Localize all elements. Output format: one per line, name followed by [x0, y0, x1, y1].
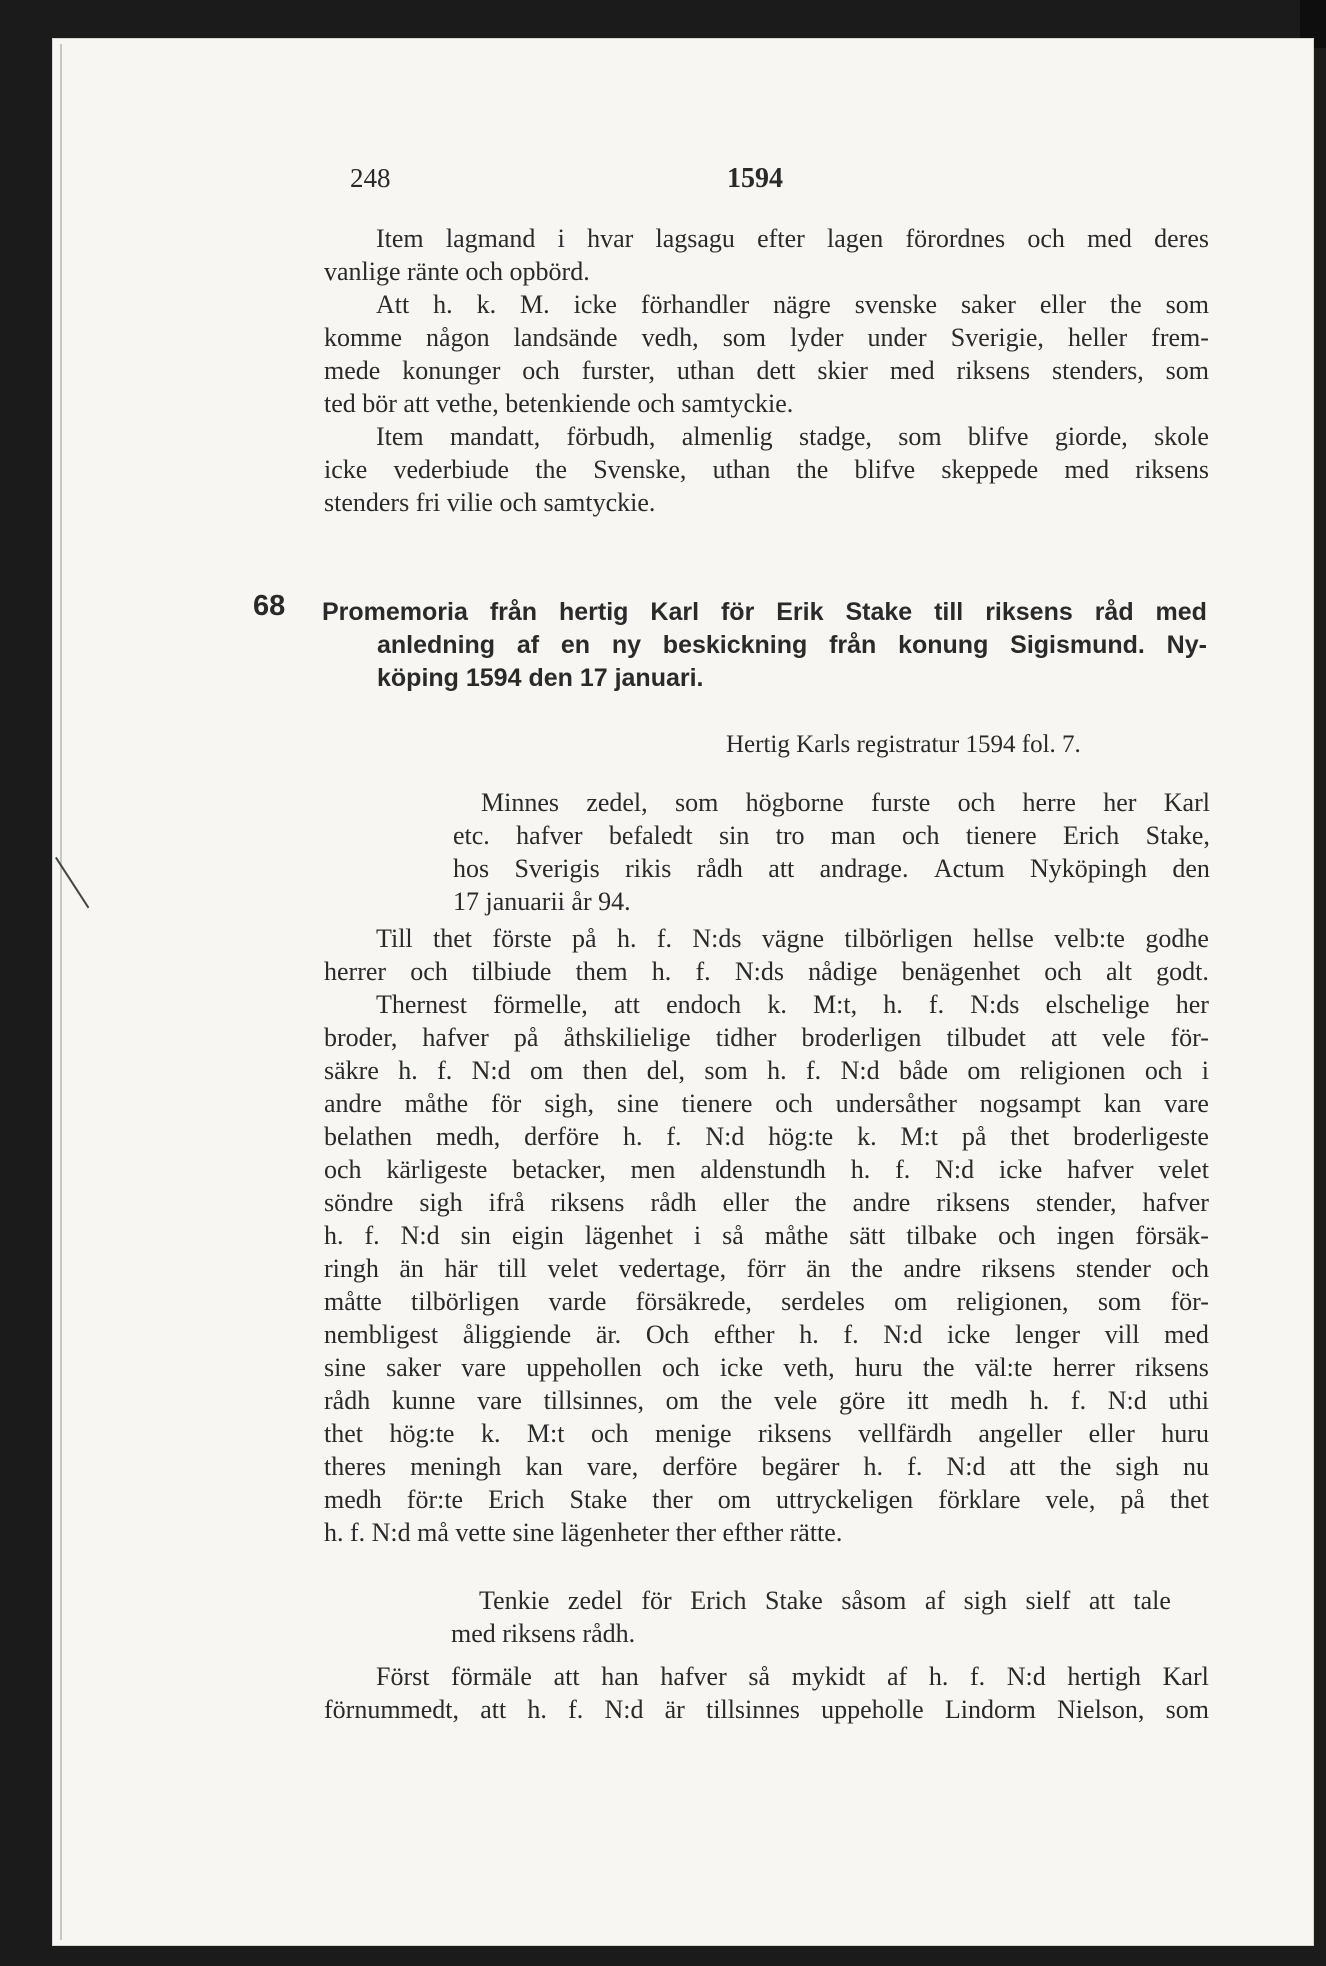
page-number: 248	[350, 163, 391, 193]
preamble-line: 17 januarii år 94.	[453, 887, 631, 916]
running-head-year: 1594	[727, 163, 783, 194]
preamble-line: hos Sverigis rikis rådh att andrage. Actum Nyköpingh den	[453, 854, 1210, 883]
intro-line: stenders fri vilie och samtyckie.	[324, 488, 656, 517]
preamble-line: Minnes zedel, som högborne furste och herre her Karl	[481, 788, 1210, 817]
intro-line: Item lagmand i hvar lagsagu efter lagen förordnes och med deres	[376, 224, 1209, 253]
body-line: ringh än här till velet vedertage, förr än the andre riksens stender och	[324, 1254, 1209, 1283]
closing-line: förnummedt, att h. f. N:d är tillsinnes uppeholle Lindorm Nielson, som	[324, 1695, 1209, 1724]
body-line: h. f. N:d må vette sine lägenheter ther efther rätte.	[324, 1518, 843, 1547]
body-line: medh för:te Erich Stake ther om uttryckeligen förklare vele, på thet	[324, 1485, 1209, 1514]
body-line: theres meningh kan vare, derföre begärer h. f. N:d att the sigh nu	[324, 1452, 1209, 1481]
intro-line: ted bör att vethe, betenkiende och samtyckie.	[324, 389, 794, 418]
title-line: anledning af en ny beskickning från konung Sigismund. Ny-	[377, 631, 1207, 659]
second-note-block	[451, 1584, 1171, 1650]
body-line: thet hög:te k. M:t och menige riksens vellfärdh angeller eller huru	[324, 1419, 1209, 1448]
body-line: rådh kunne vare tillsinnes, om the vele göre itt medh h. f. N:d uthi	[324, 1386, 1209, 1415]
intro-line: vanlige ränte och opbörd.	[324, 257, 590, 286]
body-line: söndre sigh ifrå riksens rådh eller the andre riksens stender, hafver	[324, 1188, 1209, 1217]
body-line: säkre h. f. N:d om then del, som h. f. N:d både om religionen och i	[324, 1056, 1209, 1085]
preamble-line: etc. hafver befaledt sin tro man och tienere Erich Stake,	[453, 821, 1210, 850]
document-number: 68	[253, 590, 286, 622]
second-note-line: Tenkie zedel för Erich Stake såsom af sigh sielf att tale	[479, 1586, 1171, 1615]
intro-line: icke vederbiude the Svenske, uthan the blifve skeppede med riksens	[324, 455, 1209, 484]
body-line: Thernest förmelle, att endoch k. M:t, h. f. N:ds elschelige her	[376, 990, 1209, 1019]
closing-block	[324, 1660, 1209, 1726]
intro-line: Att h. k. M. icke förhandler nägre svenske saker eller the som	[376, 290, 1209, 319]
intro-block	[324, 222, 1209, 519]
body-block	[324, 922, 1209, 1549]
body-line: h. f. N:d sin eigin lägenhet i så måthe sätt tilbake och ingen försäk-	[324, 1221, 1209, 1250]
body-line: andre måthe för sigh, sine tienere och undersåther nogsampt kan vare	[324, 1089, 1209, 1118]
body-line: belathen medh, derföre h. f. N:d hög:te k. M:t på thet broderligeste	[324, 1122, 1209, 1151]
body-line: och kärligeste betacker, men aldenstundh h. f. N:d icke hafver velet	[324, 1155, 1209, 1184]
intro-line: Item mandatt, förbudh, almenlig stadge, som blifve giorde, skole	[376, 422, 1209, 451]
body-line: nembligest åliggiende är. Och efther h. f. N:d icke lenger vill med	[324, 1320, 1209, 1349]
body-line: Till thet förste på h. f. N:ds vägne tilbörligen hellse velb:te godhe	[376, 924, 1209, 953]
body-line: herrer och tilbiude them h. f. N:ds nådige benägenhet och alt godt.	[324, 957, 1209, 986]
title-line: köping 1594 den 17 januari.	[377, 664, 704, 692]
document-title	[322, 596, 1207, 695]
body-line: broder, hafver på åthskilielige tidher broderligen tilbudet att vele för-	[324, 1023, 1209, 1052]
source-reference: Hertig Karls registratur 1594 fol. 7.	[726, 731, 1081, 758]
closing-line: Först förmäle att han hafver så mykidt af h. f. N:d hertigh Karl	[376, 1662, 1209, 1691]
intro-line: mede konunger och furster, uthan dett skier med riksens stenders, som	[324, 356, 1209, 385]
body-line: måtte tilbörligen varde försäkrede, serdeles om religionen, som för-	[324, 1287, 1209, 1316]
page-gutter-line	[60, 44, 62, 1940]
title-line: Promemoria från hertig Karl för Erik Stake till riksens råd med	[322, 598, 1207, 626]
second-note-line: med riksens rådh.	[451, 1619, 636, 1648]
preamble-block	[453, 786, 1210, 918]
intro-line: komme någon landsände vedh, som lyder under Sverigie, heller frem-	[324, 323, 1209, 352]
body-line: sine saker vare uppehollen och icke veth, huru the väl:te herrer riksens	[324, 1353, 1209, 1382]
